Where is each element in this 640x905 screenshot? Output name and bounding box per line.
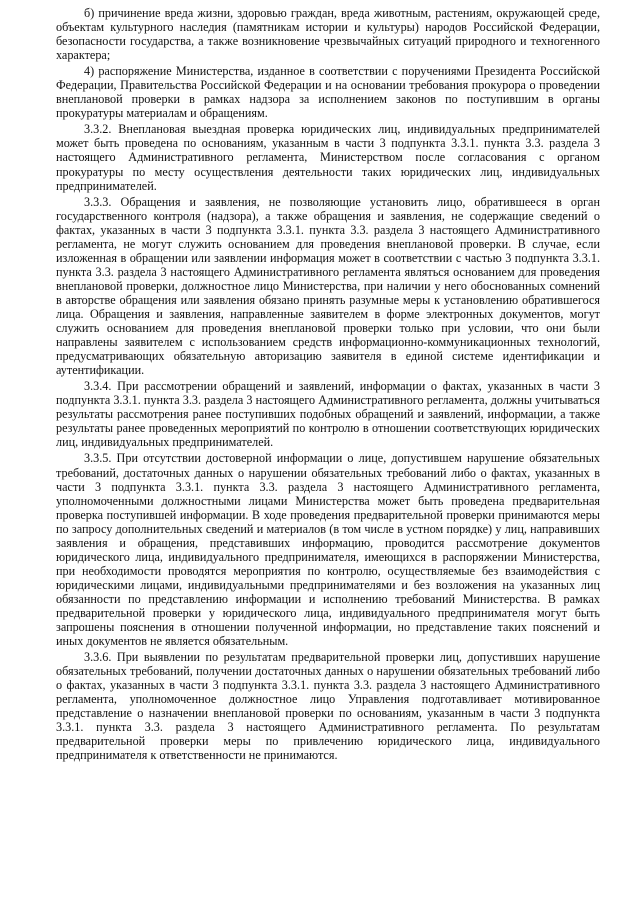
paragraph-3-3-2: 3.3.2. Внеплановая выездная проверка юридических лиц, индивидуальных предпринимателей может быть проведена по основаниям, указанным в части 3 подпункта 3.3.1. пункта 3.3. раздела 3 настоящего Административного регламента, Министерством после согласования с органом прокуратуры по месту осуществления деятельности таких юридических лиц, индивидуальных предпринимателей.	[56, 122, 600, 193]
paragraph-3-3-4: 3.3.4. При рассмотрении обращений и заявлений, информации о фактах, указанных в части 3 подпункта 3.3.1. пункта 3.3. раздела 3 настоящего Административного регламента, должны учитываться результаты рассмотрения ранее поступивших подобных обращений и заявлений, информации, а также результаты ранее проведенных мероприятий по контролю в отношении соответствующих юридических лиц, индивидуальных предпринимателей.	[56, 379, 600, 450]
paragraph-3-3-5: 3.3.5. При отсутствии достоверной информации о лице, допустившем нарушение обязательных требований, достаточных данных о нарушении обязательных требований либо о фактах, указанных в части 3 подпункта 3.3.1. пункта 3.3. раздела 3 настоящего Административного регламента, уполномоченными должностными лицами Министерства может быть проведена предварительная проверка поступившей информации. В ходе проведения предварительной проверки принимаются меры по запросу дополнительных сведений и материалов (в том числе в устном порядке) у лиц, направивших заявления и обращения, представивших информацию, проводится рассмотрение документов юридического лица, индивидуального предпринимателя, имеющихся в распоряжении Министерства, при необходимости проводятся мероприятия по контролю, осуществляемые без взаимодействия с юридическими лицами, индивидуальными предпринимателями и без возложения на указанных лиц обязанности по представлению информации и исполнению требований Министерства. В рамках предварительной проверки у юридического лица, индивидуального предпринимателя могут быть запрошены пояснения в отношении полученной информации, но представление таких пояснений и иных документов не является обязательным.	[56, 451, 600, 649]
document-page	[56, 6, 600, 764]
paragraph-3-3-6: 3.3.6. При выявлении по результатам предварительной проверки лиц, допустивших нарушение обязательных требований, получении достаточных данных о нарушении обязательных требований либо о фактах, указанных в части 3 подпункта 3.3.1. пункта 3.3. раздела 3 настоящего Административного регламента, уполномоченное должностное лицо Управления подготавливает мотивированное представление о назначении внеплановой проверки по основаниям, указанным в части 3 подпункта 3.3.1. пункта 3.3. раздела 3 настоящего Административного регламента. По результатам предварительной проверки меры по привлечению юридического лица, индивидуального предпринимателя к ответственности не принимаются.	[56, 650, 600, 763]
paragraph-3-3-3: 3.3.3. Обращения и заявления, не позволяющие установить лицо, обратившееся в орган государственного контроля (надзора), а также обращения и заявления, не содержащие сведений о фактах, указанных в части 3 подпункта 3.3.1. пункта 3.3. раздела 3 настоящего Административного регламента, не могут служить основанием для проведения внеплановой проверки. В случае, если изложенная в обращении или заявлении информация может в соответствии с частью 3 подпункта 3.3.1. пункта 3.3. раздела 3 настоящего Административного регламента являться основанием для проведения внеплановой проверки, должностное лицо Министерства, при наличии у него обоснованных сомнений в авторстве обращения или заявления обязано принять разумные меры к установлению обратившегося лица. Обращения и заявления, направленные заявителем в форме электронных документов, могут служить основанием для проведения внеплановой проверки только при условии, что они были направлены заявителем с использованием средств информационно-коммуникационных технологий, предусматривающих обязательную авторизацию заявителя в единой системе идентификации и аутентификации.	[56, 194, 600, 378]
paragraph-item-4-order: 4) распоряжение Министерства, изданное в соответствии с поручениями Президента Российской Федерации, Правительства Российской Федерации и на основании требования прокурора о проведении внеплановой проверки в рамках надзора за исполнением законов по поступившим в органы прокуратуры материалам и обращениям.	[56, 64, 600, 121]
paragraph-item-b-harm: б) причинение вреда жизни, здоровью граждан, вреда животным, растениям, окружающей среде, объектам культурного наследия (памятникам истории и культуры) народов Российской Федерации, безопасности государства, а также возникновение чрезвычайных ситуаций природного и техногенного характера;	[56, 6, 600, 63]
